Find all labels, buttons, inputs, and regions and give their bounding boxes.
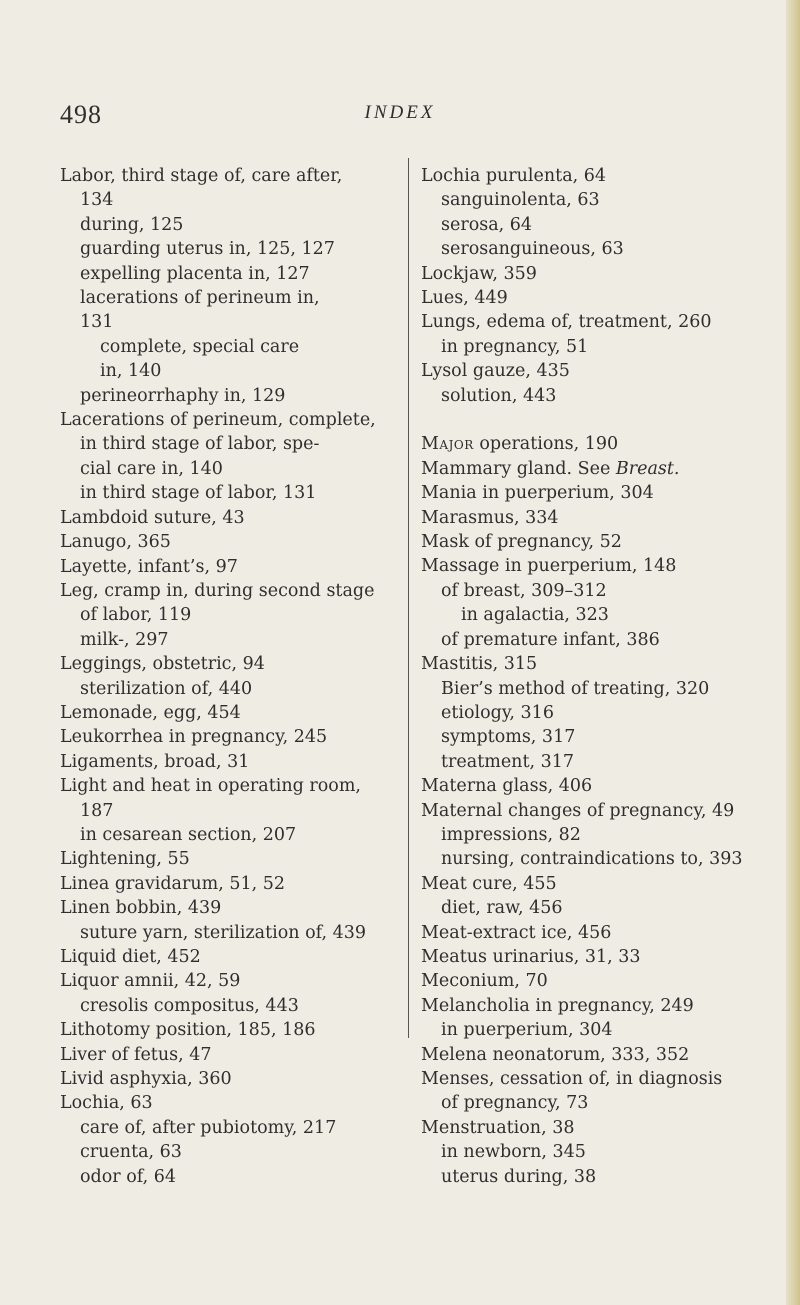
index-entry: Lithotomy position, 185, 186	[60, 1020, 316, 1041]
index-entry: Meatus urinarius, 31, 33	[421, 946, 641, 967]
running-head: INDEX	[364, 102, 436, 123]
index-entry: Ligaments, broad, 31	[60, 751, 250, 772]
index-entry: Melena neonatorum, 333, 352	[421, 1044, 690, 1065]
index-subsubentry: in agalactia, 323	[461, 605, 609, 626]
entry-text: of pregnancy, 73	[441, 1093, 589, 1114]
entry-text: complete, special care	[100, 336, 300, 357]
index-entry: Menstruation, 38	[421, 1117, 575, 1138]
index-subentry: cruenta, 63	[80, 1142, 182, 1163]
index-entry	[421, 1067, 751, 1116]
index-subentry: sanguinolenta, 63	[441, 190, 600, 211]
index-column-left	[60, 164, 402, 1189]
index-subentry: in cesarean section, 207	[80, 824, 297, 845]
index-entry: Lightening, 55	[60, 849, 190, 870]
section-initial-word: Major	[421, 434, 474, 455]
index-entry: Lochia purulenta, 64	[421, 166, 607, 186]
index-subentry: in third stage of labor, 131	[80, 483, 317, 504]
page-number: 498	[60, 100, 102, 129]
column-divider	[408, 158, 409, 1038]
index-subentry: of premature infant, 386	[441, 629, 660, 650]
index-entry: Leggings, obstetric, 94	[60, 654, 265, 675]
index-entry	[60, 164, 402, 213]
index-entry: Mastitis, 315	[421, 654, 538, 675]
index-subentry	[60, 286, 402, 335]
index-entry: Meat-extract ice, 456	[421, 922, 612, 943]
index-entry: Lambdoid suture, 43	[60, 507, 245, 528]
index-subentry: odor of, 64	[80, 1166, 176, 1187]
entry-text: cial care in, 140	[80, 458, 223, 479]
index-entry: Massage in puerperium, 148	[421, 556, 677, 577]
index-column-right	[421, 164, 751, 1189]
index-subentry: during, 125	[80, 214, 184, 235]
entry-text: 134	[80, 190, 114, 211]
index-entry: Liver of fetus, 47	[60, 1044, 212, 1065]
page-edge	[786, 0, 800, 1305]
index-entry: Livid asphyxia, 360	[60, 1069, 232, 1090]
entry-text: Light and heat in operating room,	[60, 776, 361, 797]
index-entry: Meconium, 70	[421, 971, 548, 992]
index-subentry: impressions, 82	[441, 824, 581, 845]
entry-text: lacerations of perineum in,	[80, 288, 320, 309]
index-entry	[421, 457, 751, 481]
index-subentry: in puerperium, 304	[441, 1020, 613, 1041]
entry-text: in, 140	[100, 361, 162, 382]
index-subentry: uterus during, 38	[441, 1166, 597, 1187]
index-entry: Maternal changes of pregnancy, 49	[421, 800, 735, 821]
index-subsubentry	[60, 335, 402, 384]
index-entry: Meat cure, 455	[421, 873, 557, 894]
index-entry	[60, 579, 402, 628]
index-entry: Marasmus, 334	[421, 507, 559, 528]
index-subentry: serosanguineous, 63	[441, 239, 624, 260]
index-subentry: etiology, 316	[441, 702, 554, 723]
index-subentry: cresolis compositus, 443	[80, 995, 299, 1016]
entry-text: 187	[80, 800, 114, 821]
index-subentry: in newborn, 345	[441, 1142, 586, 1163]
index-subentry: solution, 443	[441, 385, 557, 406]
index-subentry: milk-, 297	[80, 629, 169, 650]
index-subentry: diet, raw, 456	[441, 898, 563, 919]
index-subentry: serosa, 64	[441, 214, 533, 235]
index-entry: Leukorrhea in pregnancy, 245	[60, 727, 328, 748]
entry-text: in third stage of labor, spe-	[80, 434, 320, 455]
index-entry: Liquid diet, 452	[60, 947, 201, 967]
index-subentry: perineorrhaphy in, 129	[80, 385, 286, 406]
index-subentry: expelling placenta in, 127	[80, 263, 310, 284]
index-entry: Lemonade, egg, 454	[60, 702, 241, 723]
index-entry	[421, 432, 751, 456]
index-subentry: care of, after pubiotomy, 217	[80, 1117, 337, 1138]
index-subentry: nursing, contraindications to, 393	[441, 849, 743, 870]
index-entry: Materna glass, 406	[421, 776, 593, 797]
index-entry: Linen bobbin, 439	[60, 898, 222, 919]
index-entry	[60, 408, 402, 481]
index-entry: Melancholia in pregnancy, 249	[421, 995, 694, 1016]
entry-text: operations, 190	[473, 434, 619, 455]
entry-text: 131	[80, 312, 114, 333]
index-subentry: Bier’s method of treating, 320	[441, 678, 710, 699]
index-entry: Linea gravidarum, 51, 52	[60, 873, 285, 894]
index-subentry: of breast, 309–312	[441, 580, 607, 601]
entry-text: Lacerations of perineum, complete,	[60, 410, 376, 431]
index-subentry: in pregnancy, 51	[441, 336, 589, 357]
index-subentry: guarding uterus in, 125, 127	[80, 239, 335, 260]
index-entry: Lungs, edema of, treatment, 260	[421, 312, 712, 333]
letter-section-gap	[421, 408, 751, 432]
index-entry: Lysol gauze, 435	[421, 361, 570, 382]
entry-text: Leg, cramp in, during second stage	[60, 580, 375, 601]
index-entry: Lanugo, 365	[60, 532, 171, 553]
entry-text: Labor, third stage of, care after,	[60, 166, 343, 186]
entry-text: Mammary gland. See	[421, 458, 616, 479]
index-entry: Lochia, 63	[60, 1093, 153, 1114]
index-entry: Liquor amnii, 42, 59	[60, 971, 241, 992]
entry-text: Menses, cessation of, in diagnosis	[421, 1069, 723, 1090]
index-subentry: sterilization of, 440	[80, 678, 253, 699]
index-entry: Lues, 449	[421, 288, 508, 309]
index-entry: Lockjaw, 359	[421, 263, 537, 284]
index-entry: Mania in puerperium, 304	[421, 483, 654, 504]
index-entry: Mask of pregnancy, 52	[421, 532, 622, 553]
index-entry	[60, 774, 402, 823]
index-subentry: symptoms, 317	[441, 727, 576, 748]
page-header	[0, 100, 800, 140]
entry-text: of labor, 119	[80, 605, 192, 626]
index-subentry: treatment, 317	[441, 751, 575, 772]
index-entry: Layette, infant’s, 97	[60, 556, 238, 577]
index-subentry: suture yarn, sterilization of, 439	[80, 922, 367, 943]
cross-reference: Breast.	[615, 458, 680, 479]
